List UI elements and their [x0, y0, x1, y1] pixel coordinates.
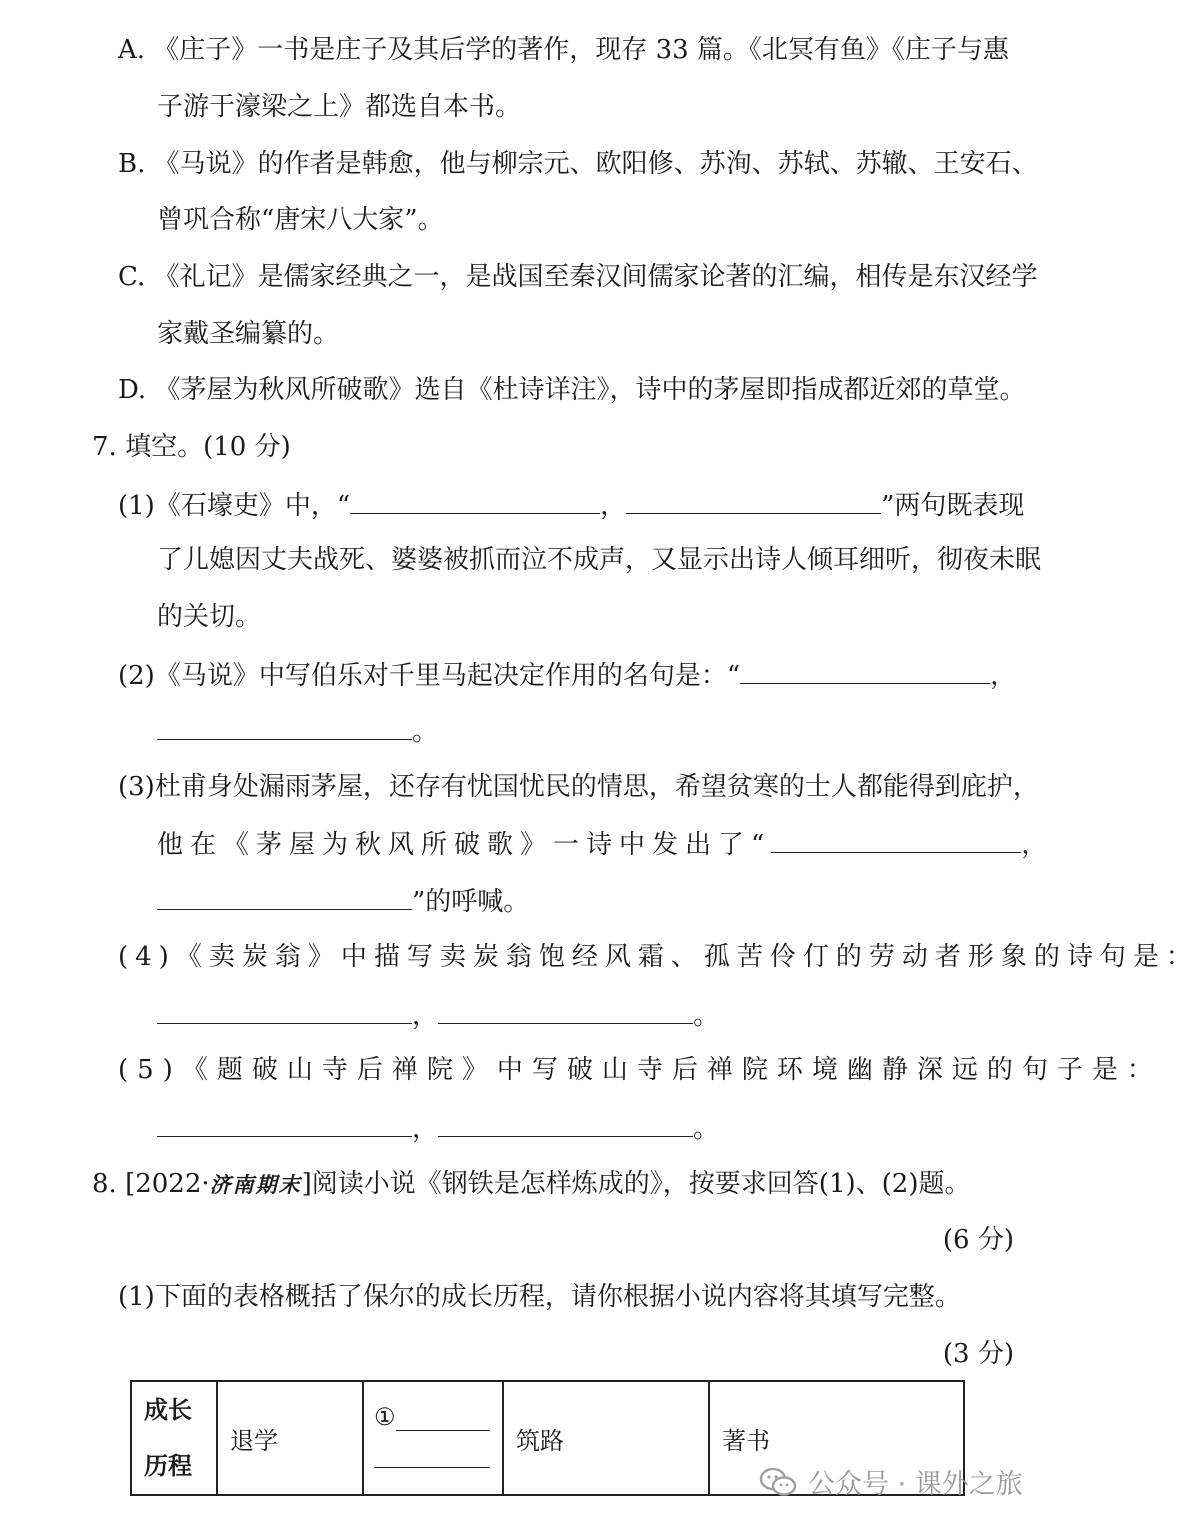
table-cell-blank	[363, 1381, 503, 1495]
watermark	[758, 1462, 1023, 1501]
table-cell-writing: 著书	[709, 1381, 964, 1495]
q7-part1-comma: ，	[600, 491, 627, 521]
q7-part2-prefix: (2)《马说》中写伯乐对千里马起决定作用的名句是：“	[118, 661, 741, 691]
answer-blank[interactable]	[374, 1437, 490, 1468]
q7-part3-comma: ，	[1021, 830, 1048, 860]
answer-blank[interactable]	[438, 1110, 693, 1137]
answer-blank[interactable]	[157, 883, 412, 910]
q7-part4-end: 。	[693, 1001, 720, 1031]
answer-blank[interactable]	[740, 657, 990, 684]
q7-part4-line2	[157, 997, 719, 1033]
circled-number-one: ①	[374, 1403, 396, 1431]
q8-score: (6 分)	[942, 1225, 1014, 1255]
q7-part4-line1	[118, 940, 1199, 974]
watermark-text: 公众号 · 课外之旅	[808, 1469, 1023, 1500]
table-header-line2: 历程	[144, 1452, 192, 1480]
q7-part5-end: 。	[693, 1114, 720, 1144]
q7-part1-suffix: ”两句既表现	[881, 491, 1025, 521]
q7-part3-line1: (3)杜甫身处漏雨茅屋，还存有忧国忧民的情思，希望贫寒的士人都能得到庇护，	[118, 772, 1039, 802]
q8-sub1-score: (3 分)	[942, 1339, 1014, 1369]
q8-title-text: ]阅读小说《钢铁是怎样炼成的》，按要求回答(1)、(2)题。	[301, 1169, 971, 1199]
q7-title: 7. 填空。(10 分)	[92, 432, 291, 462]
table-header-line1: 成长	[144, 1396, 192, 1424]
q6-option-a-line1: A. 《庄子》一书是庄子及其后学的著作，现存 33 篇。《北冥有鱼》《庄子与惠	[118, 35, 1009, 65]
q7-part1-line1	[118, 487, 1024, 523]
q7-part3-prefix: 他在《茅屋为秋风所破歌》一诗中发出了“	[157, 830, 772, 860]
answer-blank[interactable]	[626, 487, 881, 514]
q7-part4-comma: ，	[412, 1001, 439, 1031]
q6-option-c-line2: 家戴圣编纂的。	[157, 319, 340, 349]
wechat-icon	[758, 1467, 798, 1497]
q7-part5-comma: ，	[412, 1114, 439, 1144]
q7-part2-comma: ，	[990, 661, 1017, 691]
q7-part1-prefix: (1)《石壕吏》中，“	[118, 491, 351, 521]
q7-part2-line2	[157, 713, 438, 749]
q7-part2-line1	[118, 657, 1016, 693]
q7-part5-line1	[118, 1053, 1162, 1087]
q6-option-c-line1: C. 《礼记》是儒家经典之一，是战国至秦汉间儒家论著的汇编，相传是东汉经学	[118, 262, 1038, 292]
q6-option-a-line2: 子游于濠梁之上》都选自本书。	[157, 92, 522, 122]
q8-number: 8. [2022·	[92, 1169, 210, 1199]
q6-option-d-line1: D. 《茅屋为秋风所破歌》选自《杜诗详注》，诗中的茅屋即指成都近郊的草堂。	[118, 375, 1026, 405]
answer-blank[interactable]	[157, 1110, 412, 1137]
q6-option-b-line1: B. 《马说》的作者是韩愈，他与柳宗元、欧阳修、苏洵、苏轼、苏辙、王安石、	[118, 149, 1038, 179]
q7-part5-text: (5)《题破山寺后禅院》中写破山寺后禅院环境幽静深远的句子是：	[118, 1055, 1162, 1085]
q6-option-b-line2: 曾巩合称“唐宋八大家”。	[157, 205, 444, 235]
q7-part1-line3: 的关切。	[157, 602, 262, 632]
q7-part5-line2	[157, 1110, 719, 1146]
q7-part2-end: 。	[412, 717, 439, 747]
q7-part4-text: (4)《卖炭翁》中描写卖炭翁饱经风霜、孤苦伶仃的劳动者形象的诗句是：	[118, 942, 1199, 972]
q8-title	[92, 1167, 970, 1202]
answer-blank[interactable]	[157, 997, 412, 1024]
table-cell-dropout: 退学	[217, 1381, 363, 1495]
answer-blank[interactable]	[438, 997, 693, 1024]
answer-blank[interactable]	[350, 487, 600, 514]
q8-sub1: (1)下面的表格概括了保尔的成长历程，请你根据小说内容将其填写完整。	[118, 1282, 961, 1312]
table-cell-road-building: 筑路	[503, 1381, 709, 1495]
table-header-cell	[131, 1381, 217, 1495]
q7-part3-line3	[157, 883, 529, 919]
q7-part1-line2: 了儿媳因丈夫战死、婆婆被抓而泣不成声，又显示出诗人倾耳细听，彻夜未眠	[157, 545, 1042, 575]
answer-blank[interactable]	[396, 1400, 490, 1431]
answer-blank[interactable]	[157, 713, 412, 740]
q7-part3-end: ”的呼喊。	[412, 887, 530, 917]
q8-source: 济南期末	[209, 1173, 302, 1197]
q7-part3-line2	[157, 826, 1047, 862]
answer-blank[interactable]	[771, 826, 1021, 853]
